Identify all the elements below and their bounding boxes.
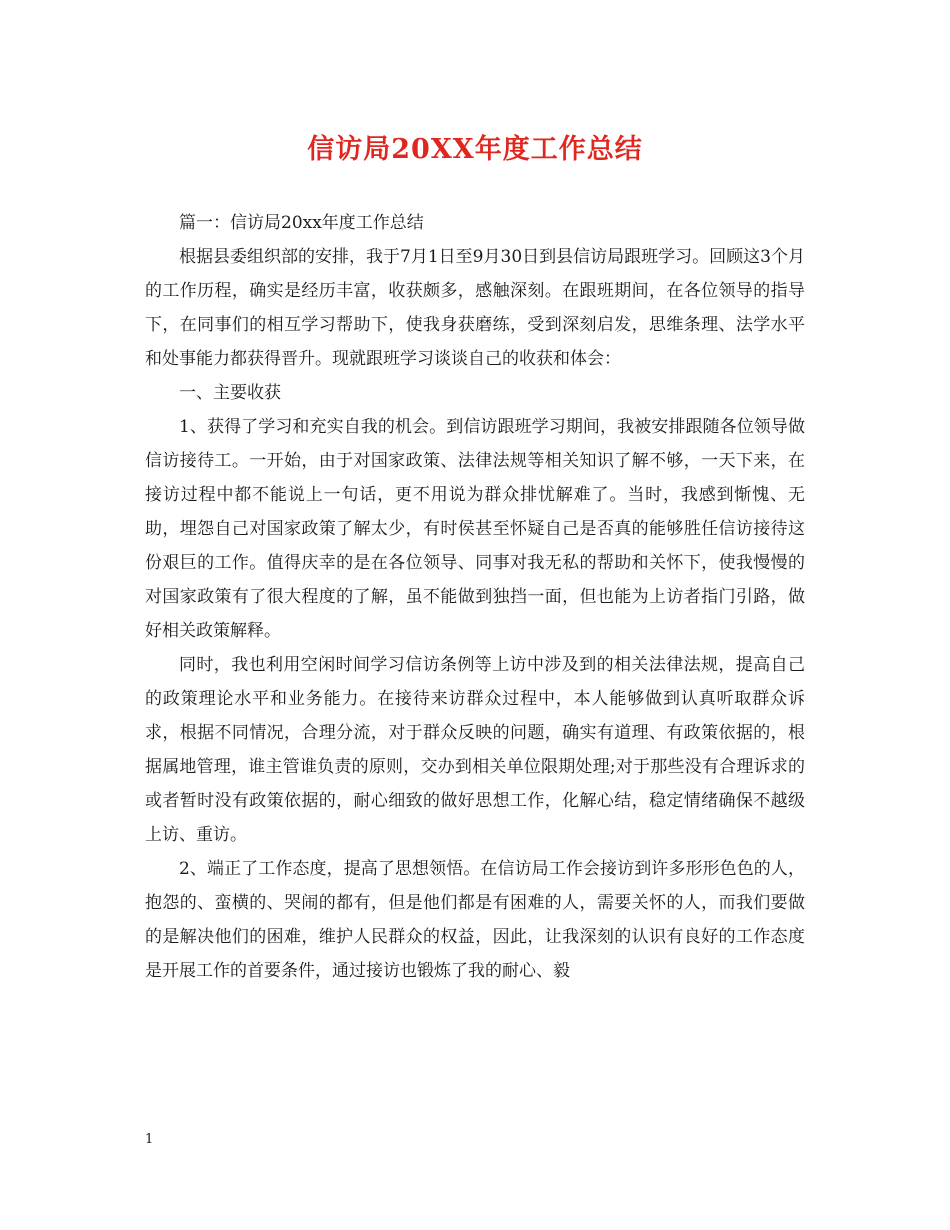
document-title: 信访局20XX年度工作总结 <box>307 134 643 165</box>
paragraph-gain-1: 1、获得了学习和充实自我的机会。到信访跟班学习期间，我被安排跟随各位领导做信访接待工。一开始，由于对国家政策、法律法规等相关知识了解不够，一天下来，在接访过程中都不能说上一句话，更不用说为群众排忧解难了。当时，我感到惭愧、无助，埋怨自己对国家政策了解太少，有时侯甚至怀疑自己是否真的能够胜任信访接待这份艰巨的工作。值得庆幸的是在各位领导、同事对我无私的帮助和关怀下，使我慢慢的对国家政策有了很大程度的了解，虽不能做到独挡一面，但也能为上访者指门引路，做好相关政策解释。 <box>145 417 805 641</box>
document-body <box>145 206 805 988</box>
page-number: 1 <box>145 1132 154 1147</box>
paragraph-gain-2: 2、端正了工作态度，提高了思想领悟。在信访局工作会接访到许多形形色色的人，抱怨的、蛮横的、哭闹的都有，但是他们都是有困难的人，需要关怀的人，而我们要做的是解决他们的困难，维护人民群众的权益，因此，让我深刻的认识有良好的工作态度是开展工作的首要条件，通过接访也锻炼了我的耐心、毅 <box>145 859 805 981</box>
paragraph-subtitle: 篇一：信访局20xx年度工作总结 <box>179 213 424 233</box>
paragraph-gain-1-continued: 同时，我也利用空闲时间学习信访条例等上访中涉及到的相关法律法规，提高自己的政策理论水平和业务能力。在接待来访群众过程中，本人能够做到认真听取群众诉求，根据不同情况，合理分流，对于群众反映的问题，确实有道理、有政策依据的，根据属地管理，谁主管谁负责的原则，交办到相关单位限期处理;对于那些没有合理诉求的或者暂时没有政策依据的，耐心细致的做好思想工作，化解心结，稳定情绪确保不越级上访、重访。 <box>145 655 805 845</box>
section-heading-main-gains: 一、主要收获 <box>179 383 281 403</box>
paragraph-intro: 根据县委组织部的安排，我于7月1日至9月30日到县信访局跟班学习。回顾这3个月的工作历程，确实是经历丰富，收获颇多，感触深刻。在跟班期间，在各位领导的指导下，在同事们的相互学习帮助下，使我身获磨练，受到深刻启发，思维条理、法学水平和处事能力都获得晋升。现就跟班学习谈谈自己的收获和体会： <box>145 247 805 369</box>
